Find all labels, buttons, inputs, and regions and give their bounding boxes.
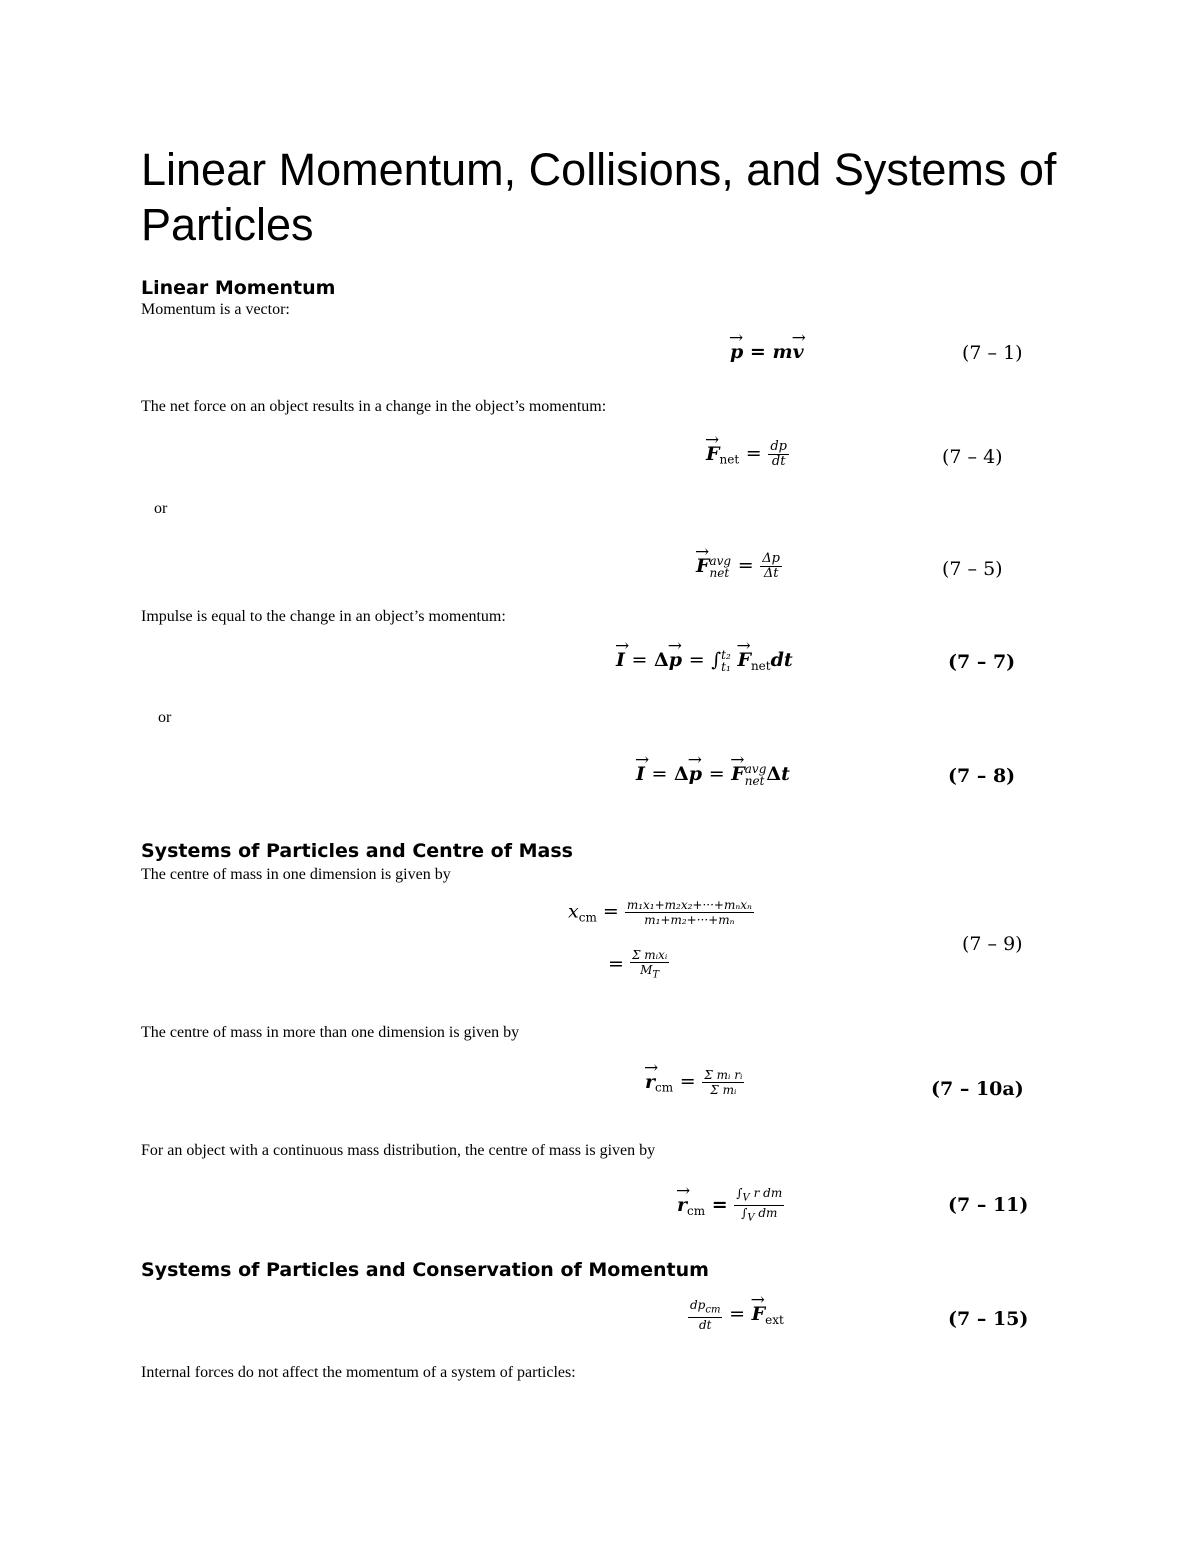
section-heading-conservation-of-momentum: Systems of Particles and Conservation of Momentum xyxy=(141,1259,709,1281)
equation-number-7-5: (7 – 5) xyxy=(942,558,1003,580)
paragraph-internal-forces: Internal forces do not affect the momentum of a system of particles: xyxy=(141,1364,576,1381)
paragraph-impulse: Impulse is equal to the change in an object’s momentum: xyxy=(141,608,506,625)
equation-7-4: → $F_{net}$ = $\frac{dp}{dt}$ xyxy=(706,440,789,472)
equation-number-7-4: (7 – 4) xyxy=(942,446,1003,468)
page-title: Linear Momentum, Collisions, and Systems of Particles xyxy=(141,144,1057,250)
equation-number-7-1: (7 – 1) xyxy=(962,342,1023,364)
equation-7-15: $\frac{dp_{cm}}{dt}$ = → $F_{ext}$ xyxy=(688,1298,784,1332)
equation-number-7-7: (7 – 7) xyxy=(948,651,1016,673)
section-heading-linear-momentum: Linear Momentum xyxy=(141,277,336,299)
paragraph-continuous-mass: For an object with a continuous mass distribution, the centre of mass is given by xyxy=(141,1142,656,1159)
paragraph-com-one-dimension: The centre of mass in one dimension is given by xyxy=(141,866,451,883)
paragraph-momentum-vector: Momentum is a vector: xyxy=(141,301,290,318)
equation-number-7-10a: (7 – 10a) xyxy=(931,1078,1024,1100)
equation-7-7: → I = Δ→ p = ∫t₂ $t_1 \to F_{net}dt$ xyxy=(616,648,793,678)
equation-7-1: → p = m→ v xyxy=(730,340,804,364)
equation-7-9-line-2: = $\frac{\text{Σ mᵢxᵢ}}{M_T}$ xyxy=(608,948,668,981)
equation-7-10a: → $r_{cm}$ = $\frac{\text{Σ mᵢ rᵢ}}{\text{Σ mᵢ}}$ xyxy=(645,1068,744,1100)
equation-number-7-8: (7 – 8) xyxy=(948,765,1016,787)
equation-number-7-15: (7 – 15) xyxy=(948,1308,1029,1330)
equation-7-11: → $r_{cm}$ = $\frac{\int_V r dm}{\int_V dm}$ xyxy=(677,1186,784,1226)
equation-7-9-line-1: $x_{cm}$ = $\frac{\text{m₁x₁+m₂x₂+···+mₙxₙ}}{\text{m₁+m₂+···+mₙ}}$ xyxy=(568,898,752,927)
equation-number-7-9: (7 – 9) xyxy=(962,933,1023,955)
equation-7-8: → I = Δ→ p = → Favg net Δt xyxy=(636,762,790,787)
paragraph-or-1: or xyxy=(154,500,168,517)
paragraph-or-2: or xyxy=(158,709,172,726)
equation-7-5: → Favg net = $\frac{\Delta p}{\Delta t}$ xyxy=(696,552,782,581)
equation-number-7-11: (7 – 11) xyxy=(948,1194,1029,1216)
section-heading-centre-of-mass: Systems of Particles and Centre of Mass xyxy=(141,840,573,862)
paragraph-net-force: The net force on an object results in a change in the object’s momentum: xyxy=(141,398,607,415)
paragraph-com-multi-dimension: The centre of mass in more than one dimension is given by xyxy=(141,1024,520,1041)
